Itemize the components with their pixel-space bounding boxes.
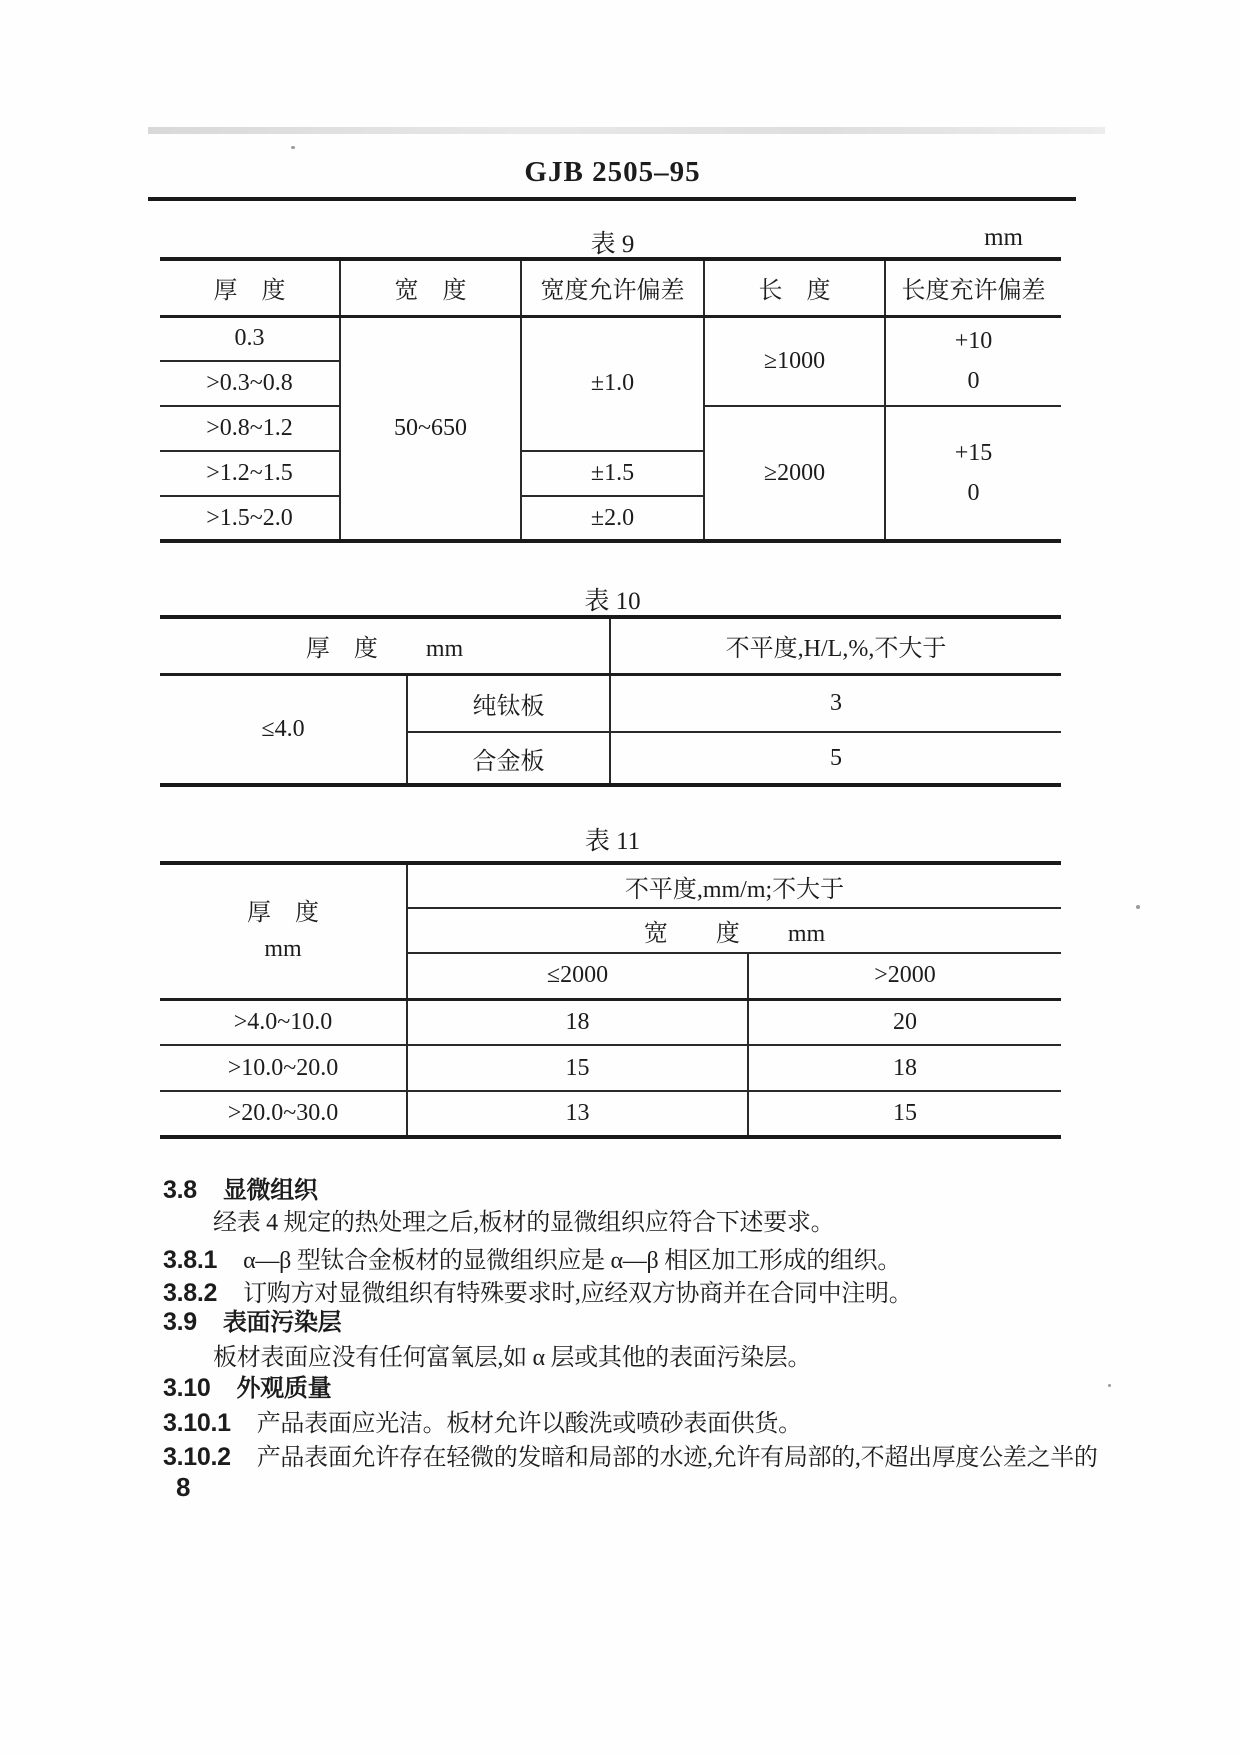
clause-text: 产品表面允许存在轻微的发暗和局部的水迹,允许有局部的,不超出厚度公差之半的 [256, 1445, 1098, 1471]
scan-artifact-smudge [148, 127, 1105, 134]
table11-header-w2: >2000 [748, 953, 1061, 999]
table-cell: 纯钛板 [407, 674, 610, 732]
table11-caption-row [160, 821, 1065, 855]
clause-number: 3.9 [163, 1308, 197, 1336]
clause-title: 显微组织 [222, 1178, 318, 1204]
header-rule [148, 197, 1076, 201]
table11-header-thickness [160, 863, 407, 999]
table-cell: 15 [748, 1091, 1061, 1137]
paragraph [163, 1341, 1131, 1375]
page-number: 8 [176, 1472, 191, 1502]
paragraph-text: 经表 4 规定的热处理之后,板材的显微组织应符合下述要求。 [213, 1210, 835, 1236]
table-cell: >10.0~20.0 [160, 1045, 407, 1091]
table-cell: >0.3~0.8 [160, 361, 340, 406]
table-cell: 18 [748, 1045, 1061, 1091]
tolerance-lower: 0 [967, 368, 980, 395]
clause-number: 3.10 [163, 1374, 211, 1402]
section-heading-3-9 [163, 1305, 1081, 1340]
table-cell: 0.3 [160, 316, 340, 361]
table-cell: 5 [610, 732, 1061, 785]
table9-header-length: 长 度 [704, 259, 885, 316]
table-cell: >1.2~1.5 [160, 451, 340, 496]
table-cell: ≥2000 [704, 406, 885, 541]
header-line: mm [264, 936, 302, 963]
clause-text: 订购方对显微组织有特殊要求时,应经双方协商并在合同中注明。 [243, 1281, 913, 1307]
paragraph [163, 1206, 1131, 1240]
table-cell: 13 [407, 1091, 748, 1137]
table9-header-thickness: 厚 度 [160, 259, 340, 316]
table9-header-width-dev: 宽度允许偏差 [521, 259, 704, 316]
table-row [160, 674, 1061, 732]
scan-artifact-speck [1136, 905, 1140, 909]
table9-unit: mm [984, 224, 1023, 251]
table9 [160, 257, 1061, 543]
tolerance-upper: +15 [954, 440, 993, 466]
table9-header-length-dev: 长度充许偏差 [885, 259, 1061, 316]
section-heading-3-8 [163, 1173, 1081, 1208]
table-cell: >4.0~10.0 [160, 999, 407, 1045]
tolerance-upper: +10 [954, 328, 993, 355]
tolerance-lower: 0 [967, 480, 980, 506]
clause-number: 3.8.2 [163, 1279, 218, 1307]
scan-artifact-speck [1108, 1384, 1111, 1387]
paragraph-text: 板材表面应没有任何富氧层,如 α 层或其他的表面污染层。 [213, 1345, 812, 1371]
table9-caption-row [160, 224, 1065, 258]
table11-caption: 表 11 [584, 828, 641, 855]
table-cell: 20 [748, 999, 1061, 1045]
doc-code: GJB 2505–95 [524, 156, 701, 188]
clause-title: 外观质量 [236, 1376, 332, 1402]
clause-title: 表面污染层 [222, 1310, 342, 1336]
table-cell [885, 316, 1061, 406]
table11-header-w1: ≤2000 [407, 953, 748, 999]
table-row [160, 316, 1061, 361]
table-row [160, 1091, 1061, 1137]
table10-header-thickness: 厚 度 mm [160, 617, 610, 674]
header-line: 厚 度 [247, 900, 319, 927]
table10-caption-row [160, 581, 1065, 615]
table-cell: 3 [610, 674, 1061, 732]
table-cell: >20.0~30.0 [160, 1091, 407, 1137]
clause-3-8-1 [163, 1243, 1081, 1278]
table-cell: 合金板 [407, 732, 610, 785]
table10-caption: 表 10 [584, 588, 641, 615]
clause-number: 3.10.2 [163, 1443, 231, 1471]
clause-number: 3.8 [163, 1176, 197, 1204]
table9-caption: 表 9 [590, 231, 635, 258]
table-row [160, 999, 1061, 1045]
table-cell: ≤4.0 [160, 674, 407, 785]
table-cell: ≥1000 [704, 316, 885, 406]
table-cell [885, 406, 1061, 541]
table11-header-flatness: 不平度,mm/m;不大于 [407, 863, 1061, 908]
table-row [160, 1045, 1061, 1091]
clause-text: α—β 型钛合金板材的显微组织应是 α—β 相区加工形成的组织。 [243, 1248, 902, 1274]
clause-3-10-1 [163, 1406, 1081, 1441]
table-cell: 50~650 [340, 316, 521, 541]
table-cell: ±2.0 [521, 496, 704, 541]
clause-number: 3.8.1 [163, 1246, 218, 1274]
section-heading-3-10 [163, 1371, 1081, 1406]
table11 [160, 861, 1061, 1139]
table-cell: 18 [407, 999, 748, 1045]
clause-3-10-2 [163, 1440, 1098, 1475]
clause-number: 3.10.1 [163, 1409, 231, 1437]
table-cell: >1.5~2.0 [160, 496, 340, 541]
table9-header-width: 宽 度 [340, 259, 521, 316]
clause-text: 产品表面应光洁。板材允许以酸洗或喷砂表面供货。 [256, 1411, 802, 1437]
table-cell: ±1.0 [521, 316, 704, 451]
table-cell: ±1.5 [521, 451, 704, 496]
table10-header-flatness: 不平度,H/L,%,不大于 [610, 617, 1061, 674]
scan-artifact-speck [291, 146, 295, 149]
table-cell: 15 [407, 1045, 748, 1091]
table-cell: >0.8~1.2 [160, 406, 340, 451]
table11-header-width: 宽 度 mm [407, 908, 1061, 953]
table10 [160, 615, 1061, 787]
